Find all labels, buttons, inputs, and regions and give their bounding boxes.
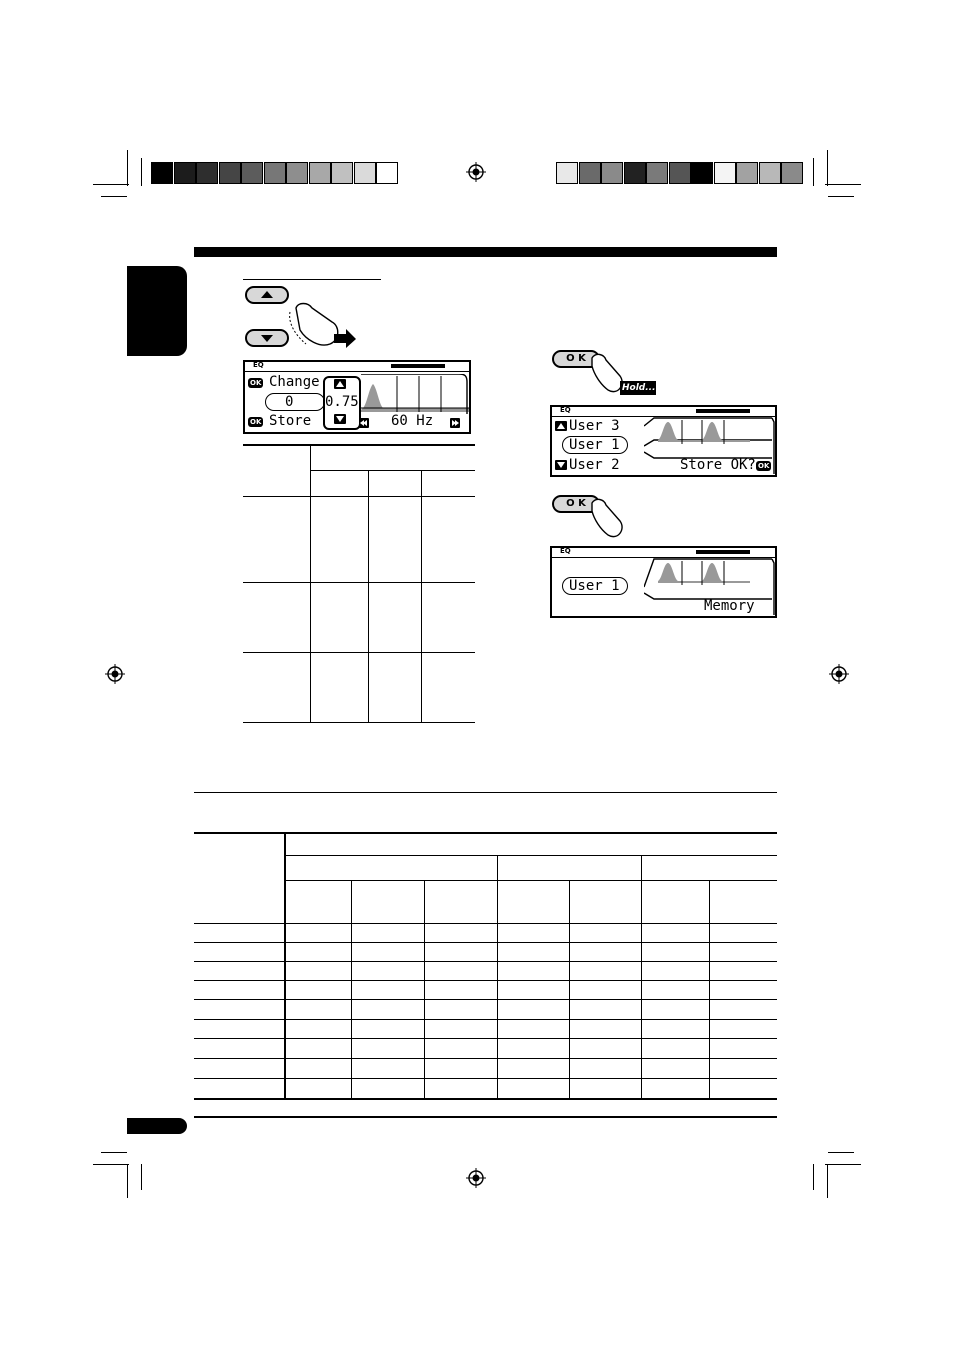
registration-mark-icon [466, 1168, 486, 1188]
color-swatch [241, 162, 263, 184]
crop-mark [101, 1152, 127, 1153]
crop-mark [93, 184, 129, 185]
crop-mark [827, 1164, 828, 1198]
memory-label: Memory [704, 598, 755, 614]
color-swatch [601, 162, 623, 184]
q-value: 0.75 [325, 394, 359, 410]
crop-mark [828, 196, 854, 197]
display-top-bar [245, 362, 469, 372]
crop-mark [101, 196, 127, 197]
table-row-line [194, 961, 777, 962]
table-row-line [194, 1019, 777, 1020]
display-tag: EQ [253, 361, 264, 369]
ok-button-label: O K [566, 353, 586, 364]
header-rule [194, 247, 777, 257]
color-swatch [354, 162, 376, 184]
ok-badge: OK [250, 379, 262, 387]
color-swatch [309, 162, 331, 184]
hold-badge [620, 381, 656, 395]
user3-label: User 3 [569, 418, 620, 434]
table-row-line [194, 923, 777, 924]
crop-mark [813, 158, 814, 186]
up-arrow-icon [247, 288, 287, 302]
color-swatch [579, 162, 601, 184]
color-swatch [219, 162, 241, 184]
color-swatch [556, 162, 578, 184]
color-swatch [624, 162, 646, 184]
color-swatch [286, 162, 308, 184]
table-row-line [194, 1038, 777, 1039]
store-ok-prompt: Store OK? [680, 457, 756, 473]
color-swatch [376, 162, 398, 184]
table-row-line [194, 1078, 777, 1079]
table-row-line [194, 942, 777, 943]
crop-mark [828, 1152, 854, 1153]
store-label: Store [269, 413, 312, 429]
hold-label: Hold... [622, 383, 656, 393]
display-tag: EQ [560, 547, 571, 555]
crop-mark [827, 150, 828, 186]
color-swatch [151, 162, 173, 184]
down-arrow-icon [247, 331, 287, 345]
frequency-label: 60 Hz [391, 413, 434, 429]
table-row-line [194, 980, 777, 981]
language-side-tab [127, 266, 187, 356]
eq-store-display [550, 405, 777, 477]
page-number-tab [127, 1118, 187, 1134]
registration-mark-icon [829, 664, 849, 684]
color-swatch [669, 162, 691, 184]
display-tag: EQ [560, 406, 571, 414]
crop-mark [141, 1164, 142, 1190]
level-meter [391, 364, 445, 368]
value-pill [265, 393, 325, 411]
section-divider [194, 792, 777, 793]
crop-mark [825, 1164, 861, 1165]
ok-badge: OK [758, 462, 770, 470]
color-swatch [781, 162, 803, 184]
down-triangle-icon [334, 414, 346, 424]
up-triangle-icon [555, 421, 567, 431]
color-swatch [196, 162, 218, 184]
crop-mark [127, 1164, 128, 1198]
change-label: Change [269, 374, 320, 390]
crop-mark [825, 184, 861, 185]
table-row-line [194, 1058, 777, 1059]
up-button[interactable] [245, 286, 289, 304]
crop-mark [813, 1164, 814, 1190]
color-swatch [759, 162, 781, 184]
ok-button-label: O K [566, 498, 586, 509]
user1-label: User 1 [569, 437, 620, 453]
table-row-line [194, 999, 777, 1000]
level-meter [696, 409, 750, 413]
down-button[interactable] [245, 329, 289, 347]
eq-change-display [243, 360, 471, 434]
color-swatch [331, 162, 353, 184]
finger-press-icon [586, 497, 626, 543]
user1-label: User 1 [569, 578, 620, 594]
crop-mark [127, 150, 128, 186]
registration-mark-icon [466, 162, 486, 182]
section-underline [243, 279, 381, 280]
crop-mark [93, 1164, 129, 1165]
color-swatch [174, 162, 196, 184]
level-meter [696, 550, 750, 554]
user2-label: User 2 [569, 457, 620, 473]
down-triangle-icon [555, 460, 567, 470]
crop-mark [141, 158, 142, 186]
prev-icon [359, 418, 369, 428]
up-triangle-icon [334, 379, 346, 389]
color-swatch [646, 162, 668, 184]
eq-memory-display [550, 546, 777, 618]
finger-press-icon [284, 300, 359, 352]
ok-badge: OK [250, 418, 262, 426]
registration-mark-icon [105, 664, 125, 684]
color-swatch [736, 162, 758, 184]
color-swatch [264, 162, 286, 184]
color-swatch [714, 162, 736, 184]
gain-value: 0 [285, 394, 294, 410]
color-swatch [691, 162, 713, 184]
next-icon [450, 418, 460, 428]
eq-curve-graph [361, 374, 469, 414]
